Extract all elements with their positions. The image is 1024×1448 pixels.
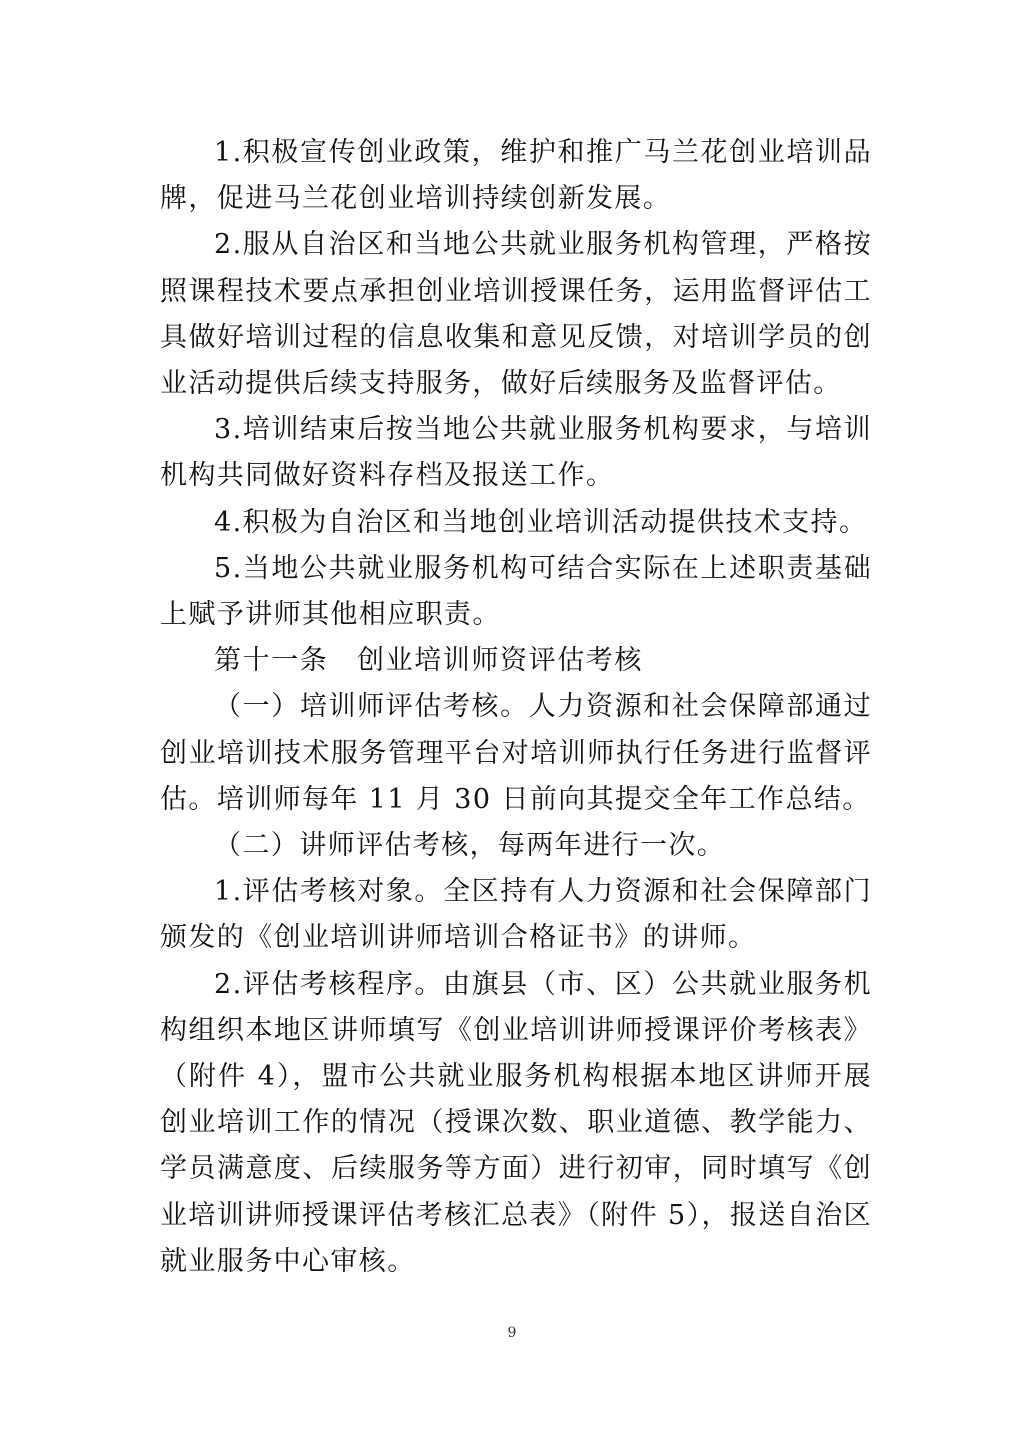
paragraph-assessment-target: 1.评估考核对象。全区持有人力资源和社会保障部门颁发的《创业培训讲师培训合格证书》的讲师。 — [160, 876, 872, 954]
page-number: 9 — [507, 1325, 517, 1341]
document-body — [160, 130, 872, 1285]
paragraph-duty-1: 1.积极宣传创业政策，维护和推广马兰花创业培训品牌，促进马兰花创业培训持续创新发展。 — [160, 137, 872, 215]
paragraph-duty-5: 5.当地公共就业服务机构可结合实际在上述职责基础上赋予讲师其他相应职责。 — [160, 552, 872, 631]
paragraph-duty-4: 4.积极为自治区和当地创业培训活动提供技术支持。 — [214, 506, 868, 538]
paragraph-duty-3: 3.培训结束后按当地公共就业服务机构要求，与培训机构共同做好资料存档及报送工作。 — [160, 414, 872, 492]
paragraph-trainer-assessment: （一）培训师评估考核。人力资源和社会保障部通过创业培训技术服务管理平台对培训师执行任务进行监督评估。培训师每年 11 月 30 日前向其提交全年工作总结。 — [160, 691, 872, 815]
paragraph-duty-2: 2.服从自治区和当地公共就业服务机构管理，严格按照课程技术要点承担创业培训授课任务，运用监督评估工具做好培训过程的信息收集和意见反馈，对培训学员的创业活动提供后续支持服务，做好后续服务及监督评估。 — [160, 229, 872, 400]
paragraph-assessment-procedure: 2.评估考核程序。由旗县（市、区）公共就业服务机构组织本地区讲师填写《创业培训讲师授课评价考核表》（附件 4），盟市公共就业服务机构根据本地区讲师开展创业培训工作的情况（授课次数、职业道德、教学能力、学员满意度、后续服务等方面）进行初审，同时填写《创业培训讲师授课评估考核汇总表》（附件 5），报送自治区就业服务中心审核。 — [160, 968, 872, 1277]
article-heading: 第十一条 创业培训师资评估考核 — [214, 645, 643, 677]
paragraph-lecturer-assessment: （二）讲师评估考核，每两年进行一次。 — [214, 830, 726, 862]
